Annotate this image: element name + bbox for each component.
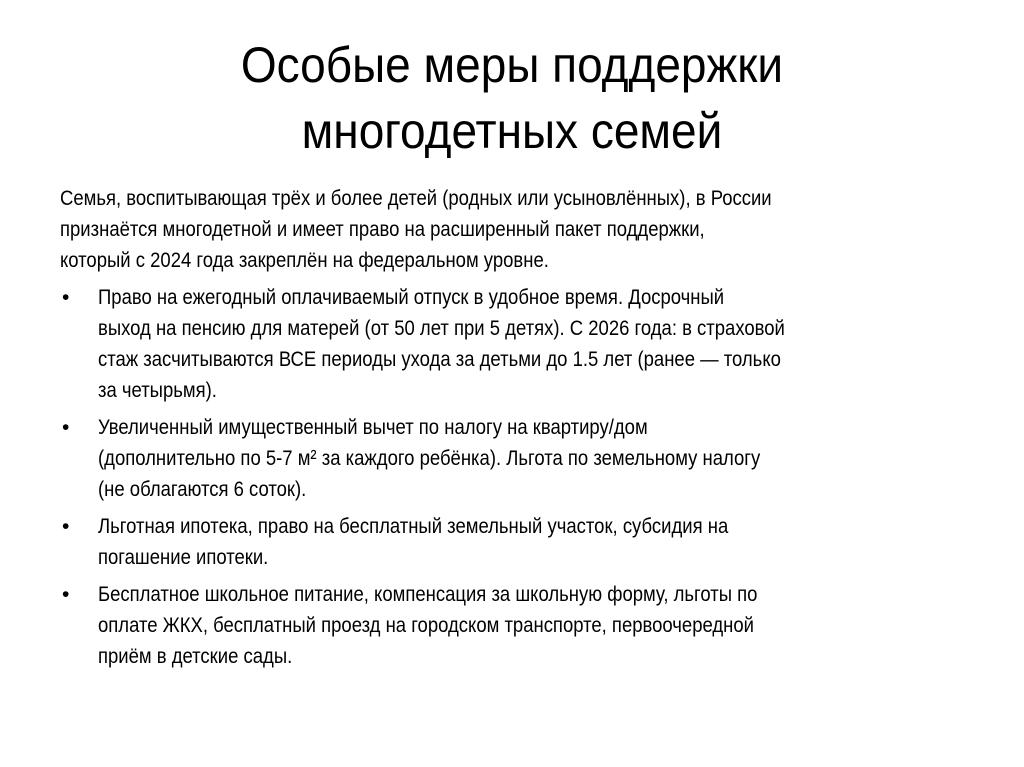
text-line: признаётся многодетной и имеет право на расширенный пакет поддержки, <box>60 217 705 241</box>
text-line: Льготная ипотека, право на бесплатный земельный участок, субсидия на <box>98 514 729 538</box>
slide-title-line: многодетных семей <box>301 103 723 159</box>
text-line: оплате ЖКХ, бесплатный проезд на городском транспорте, первоочередной <box>98 613 754 637</box>
bullet-icon: • <box>62 515 70 538</box>
text-line: Увеличенный имущественный вычет по налогу на квартиру/дом <box>98 415 648 439</box>
bullet-icon: • <box>62 416 70 439</box>
text-line: Бесплатное школьное питание, компенсация за школьную форму, льготы по <box>98 582 758 606</box>
bullet-item-school-services <box>60 579 980 672</box>
text-line: Право на ежегодный оплачиваемый отпуск в удобное время. Досрочный <box>98 285 725 309</box>
text-line: выход на пенсию для матерей (от 50 лет при 5 детях). С 2026 года: в страховой <box>98 316 785 340</box>
text-line: Семья, воспитывающая трёх и более детей (родных или усыновлённых), в России <box>60 186 772 210</box>
slide-title-line: Особые меры поддержки <box>240 37 784 93</box>
slide-body <box>60 183 980 678</box>
text-line: (дополнительно по 5-7 м² за каждого ребёнка). Льгота по земельному налогу <box>98 446 761 470</box>
bullet-item-tax <box>60 412 980 505</box>
text-line: приём в детские сады. <box>98 644 293 668</box>
intro-paragraph <box>60 183 980 276</box>
text-line: который с 2024 года закреплён на федеральном уровне. <box>60 248 549 272</box>
text-line: за четырьмя). <box>98 378 217 402</box>
bullet-icon: • <box>62 286 70 309</box>
text-line: погашение ипотеки. <box>98 545 269 569</box>
bullet-icon: • <box>62 583 70 606</box>
text-line: стаж засчитываются ВСЕ периоды ухода за детьми до 1.5 лет (ранее — только <box>98 347 781 371</box>
bullet-item-leave-pension <box>60 282 980 406</box>
slide-title <box>0 32 1024 164</box>
bullet-item-mortgage <box>60 511 980 573</box>
text-line: (не облагаются 6 соток). <box>98 477 307 501</box>
